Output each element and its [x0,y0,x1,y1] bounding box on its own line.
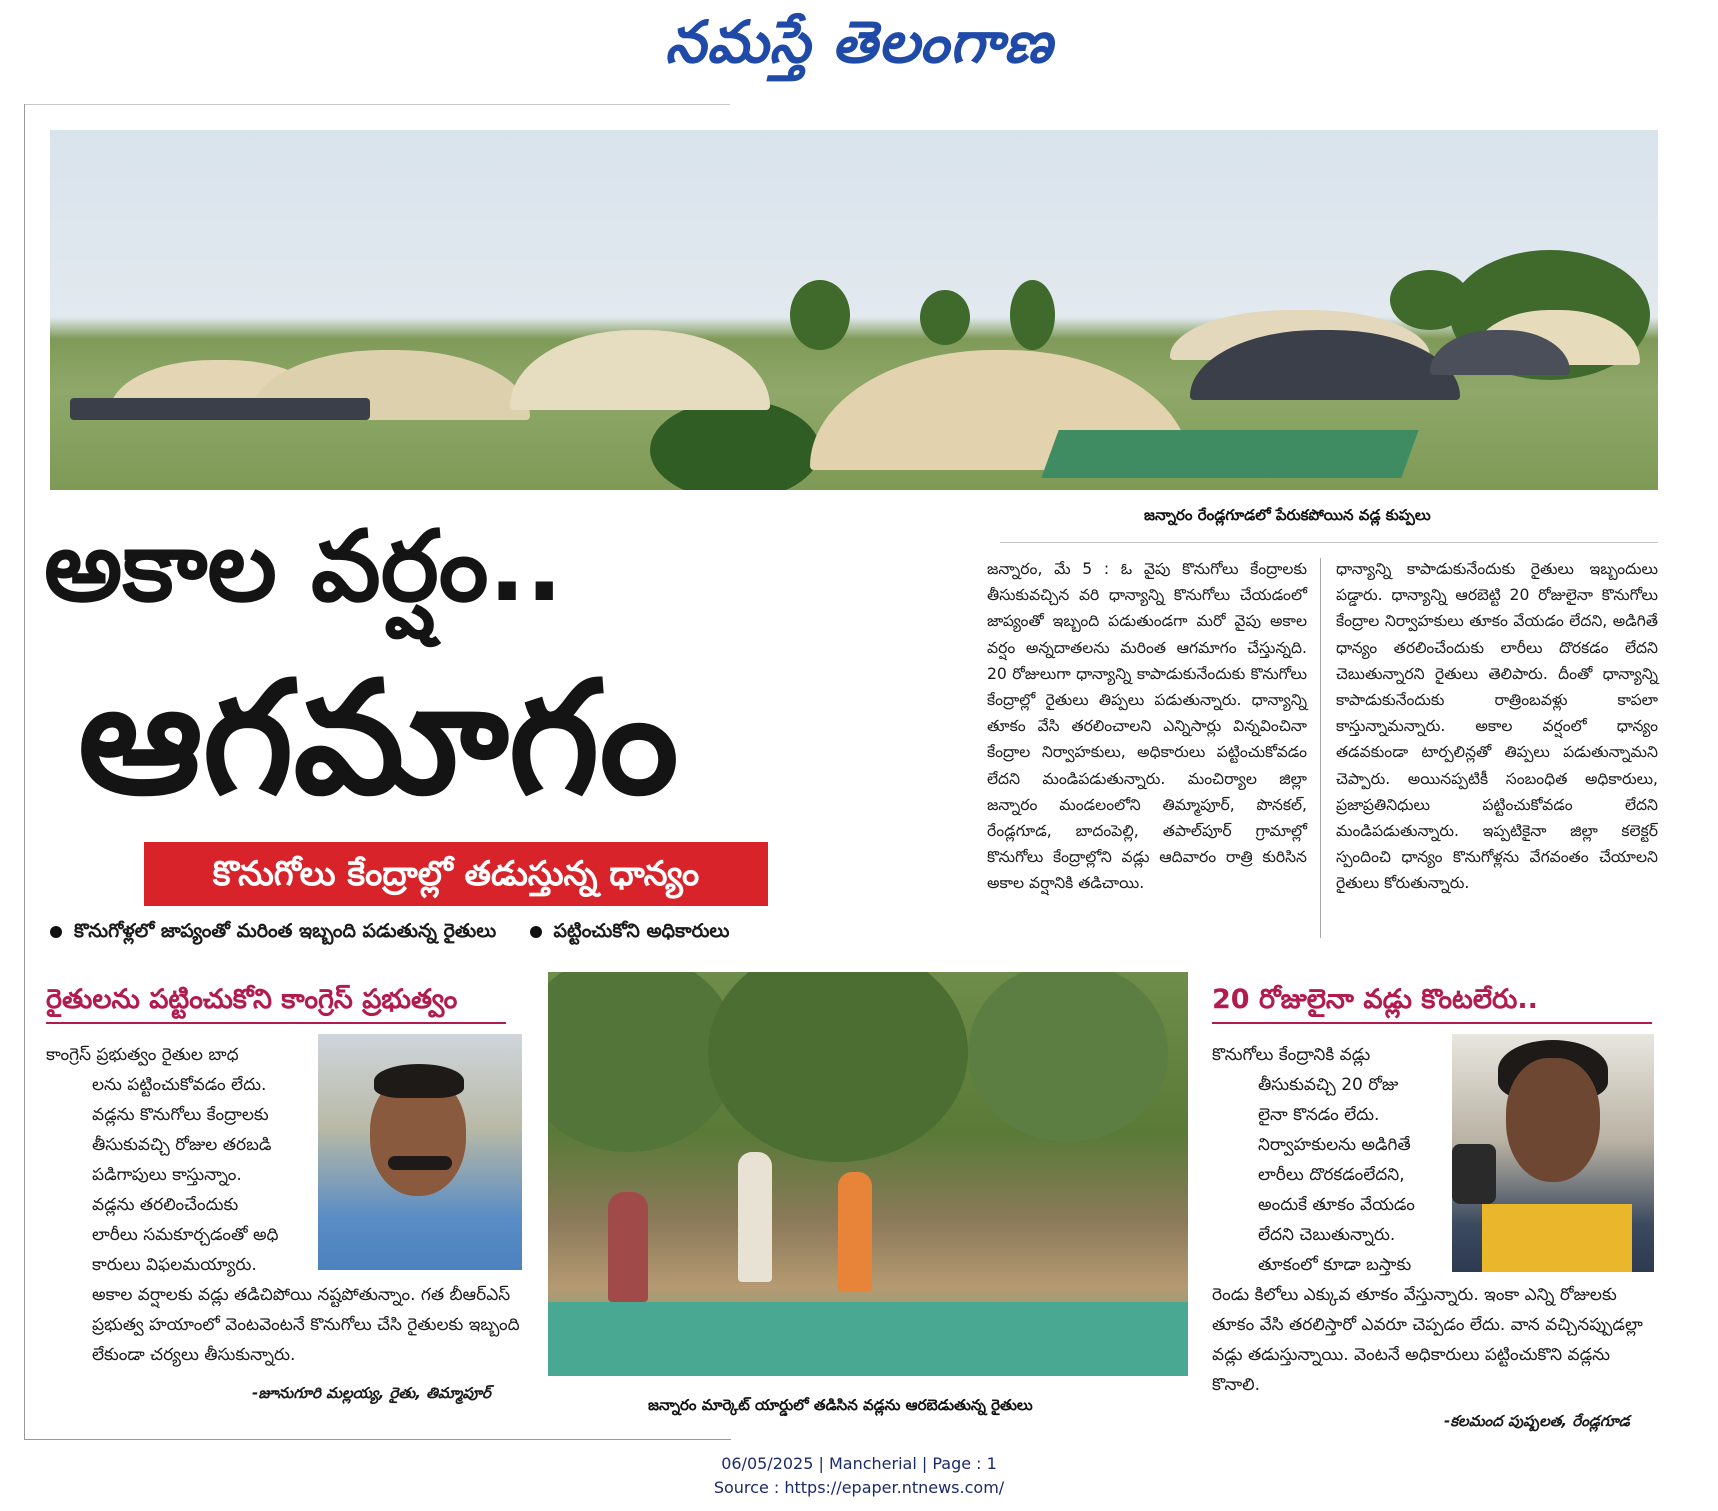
story-top-rule [1000,542,1658,543]
right-box-text-tail: రెండు కిలోలు ఎక్కువ తూకం వేస్తున్నారు. ఇంకా ఎన్ని రోజులకు తూకం వేసి తరలిస్తారో ఎవరూ చెప్పడం లేదు. వాన వచ్చినప్పుడల్లా వడ్లు తడుస్తున్నాయి. వెంటనే అధికారులు పట్టించుకొని వడ్లను కొనాలి. [1212,1285,1643,1395]
right-portrait-photo [1452,1034,1654,1272]
top-photo-caption: జన్నారం రేండ్లగూడలో పేరుకపోయిన వడ్ల కుప్పలు [1144,506,1431,524]
left-box-line: వడ్లను తరలించేందుకు [92,1195,239,1215]
headline-line-1: అకాల వర్షం.. [44,510,563,624]
right-box-line: లారీలు దొరకడంలేదని, [1258,1165,1405,1185]
headline-line-2: ఆగమాగం [78,647,679,829]
right-box-line: లేదని చెబుతున్నారు. [1258,1225,1396,1245]
market-yard-photo [548,972,1188,1376]
left-box-line: లను పట్టించుకోవడం లేదు. [92,1075,267,1095]
column-divider [1320,558,1321,938]
right-box-line: నిర్వాహకులను అడిగితే [1258,1135,1411,1155]
left-box-signature: -జూనుగూరి మల్లయ్య, రైతు, తిమ్మాపూర్ [252,1384,491,1402]
subheadline-banner: కొనుగోలు కేంద్రాల్లో తడుస్తున్న ధాన్యం [144,842,768,906]
left-box-line: పడిగాపులు కాస్తున్నాం. [92,1165,242,1185]
right-box-line: లైనా కొనడం లేదు. [1258,1105,1380,1125]
bullet-dot-icon [50,926,62,938]
bullet-item-1: కొనుగోళ్లలో జాప్యంతో మరింత ఇబ్బంది పడుతున్న రైతులు [74,920,497,942]
masthead-title: నమస్తే తెలంగాణ [665,8,1053,76]
right-box-text [1212,1040,1450,1280]
left-box-line: వడ్లను కొనుగోలు కేంద్రాలకు [92,1105,269,1125]
left-box-title-rule [46,1022,506,1024]
left-portrait-photo [318,1034,522,1270]
left-box-text [46,1040,316,1280]
highlight-bullets [50,920,940,947]
right-box-line: కొనుగోలు కేంద్రానికి వడ్లు [1212,1045,1371,1065]
story-column-2: ధాన్యాన్ని కాపాడుకునేందుకు రైతులు ఇబ్బందులు పడ్డారు. ధాన్యాన్ని ఆరబెట్టి 20 రోజులైనా కొనుగోలు కేంద్రాల నిర్వాహకులు తూకం వేయడం లేదని, అడిగితే ధాన్యం తరలించేందుకు లారీలు దొరకడం లేదని చెబుతున్నారని రైతులు తెలిపారు. దీంతో ధాన్యాన్ని కాపాడుకునేందుకు రాత్రింబవళ్లు కాపలా కాస్తున్నామన్నారు. అకాల వర్షంలో ధాన్యం తడవకుండా టార్పలిన్లతో తిప్పలు పడుతున్నామని చెప్పారు. అయినప్పటికీ సంబంధిత అధికారులు, ప్రజాప్రతినిధులు పట్టించుకోవడం లేదని మండిపడుతున్నారు. ఇప్పటికైనా జిల్లా కలెక్టర్ స్పందించి ధాన్యం కొనుగోళ్లను వేగవంతం చేయాలని రైతులు కోరుతున్నారు. [1336,560,1658,893]
left-box-line: కాంగ్రెస్ ప్రభుత్వం రైతుల బాధ [46,1045,239,1065]
top-photo-grain-heaps [50,130,1658,490]
left-box-line: కారులు విఫలమయ్యారు. [92,1255,257,1275]
bullet-dot-icon [530,926,542,938]
right-box-signature: -కలమంద పుష్పలత, రేండ్లగూడ [1444,1412,1630,1430]
right-box-line: తూకంలో కూడా బస్తాకు [1258,1255,1412,1275]
left-box-line: లారీలు సమకూర్చడంతో అధి [92,1225,279,1245]
left-box-text-tail: అకాల వర్షాలకు వడ్లు తడిచిపోయి నష్టపోతున్నాం. గత బీఆర్ఎస్ ప్రభుత్వ హయాంలో వెంటవెంటనే కొనుగోలు చేసి రైతులకు ఇబ్బంది లేకుండా చర్యలు తీసుకున్నారు. [92,1285,520,1365]
left-box-title: రైతులను పట్టించుకోని కాంగ్రెస్ ప్రభుత్వం [46,984,458,1015]
right-box-title: 20 రోజులైనా వడ్లు కొంటలేరు.. [1212,984,1538,1015]
bullet-item-2: పట్టించుకోని అధికారులు [553,920,730,942]
footer-source-link[interactable]: Source : https://epaper.ntnews.com/ [713,1478,1005,1497]
story-column-1: జన్నారం, మే 5 : ఓ వైపు కొనుగోలు కేంద్రాలకు తీసుకువచ్చిన వరి ధాన్యాన్ని కొనుగోలు చేయడంలో జాప్యంతో ఇబ్బంది పడుతుండగా మరో వైపు అకాల వర్షం అన్నదాతలను మరింత ఆగమాగం చేస్తున్నది. 20 రోజులుగా ధాన్యాన్ని కాపాడుకునేందుకు కొనుగోలు కేంద్రాల్లో రైతులు తిప్పలు పడుతున్నారు. ధాన్యాన్ని తూకం వేసి తరలించాలని ఎన్నిసార్లు విన్నవించినా కేంద్రాల నిర్వాహకులు, అధికారులు పట్టించుకోవడం లేదని మండిపడుతున్నారు. మంచిర్యాల జిల్లా జన్నారం మండలంలోని తిమ్మాపూర్, పొనకల్, రేండ్లగూడ, బాదంపెల్లి, తపాల్‌పూర్ గ్రామాల్లో కొనుగోలు కేంద్రాల్లోని వడ్లు ఆదివారం రాత్రి కురిసిన అకాల వర్షానికి తడిచాయి. [987,560,1307,893]
right-box-title-rule [1212,1022,1652,1024]
footer-date-edition: 06/05/2025 | Mancherial | Page : 1 [721,1454,997,1473]
left-box-line: తీసుకువచ్చి రోజుల తరబడి [92,1135,272,1155]
market-photo-caption: జన్నారం మార్కెట్ యార్డులో తడిసిన వడ్లను ఆరబెడుతున్న రైతులు [648,1396,1033,1414]
right-box-line: అందుకే తూకం వేయడం [1258,1195,1415,1215]
right-box-line: తీసుకువచ్చి 20 రోజు [1258,1075,1399,1095]
